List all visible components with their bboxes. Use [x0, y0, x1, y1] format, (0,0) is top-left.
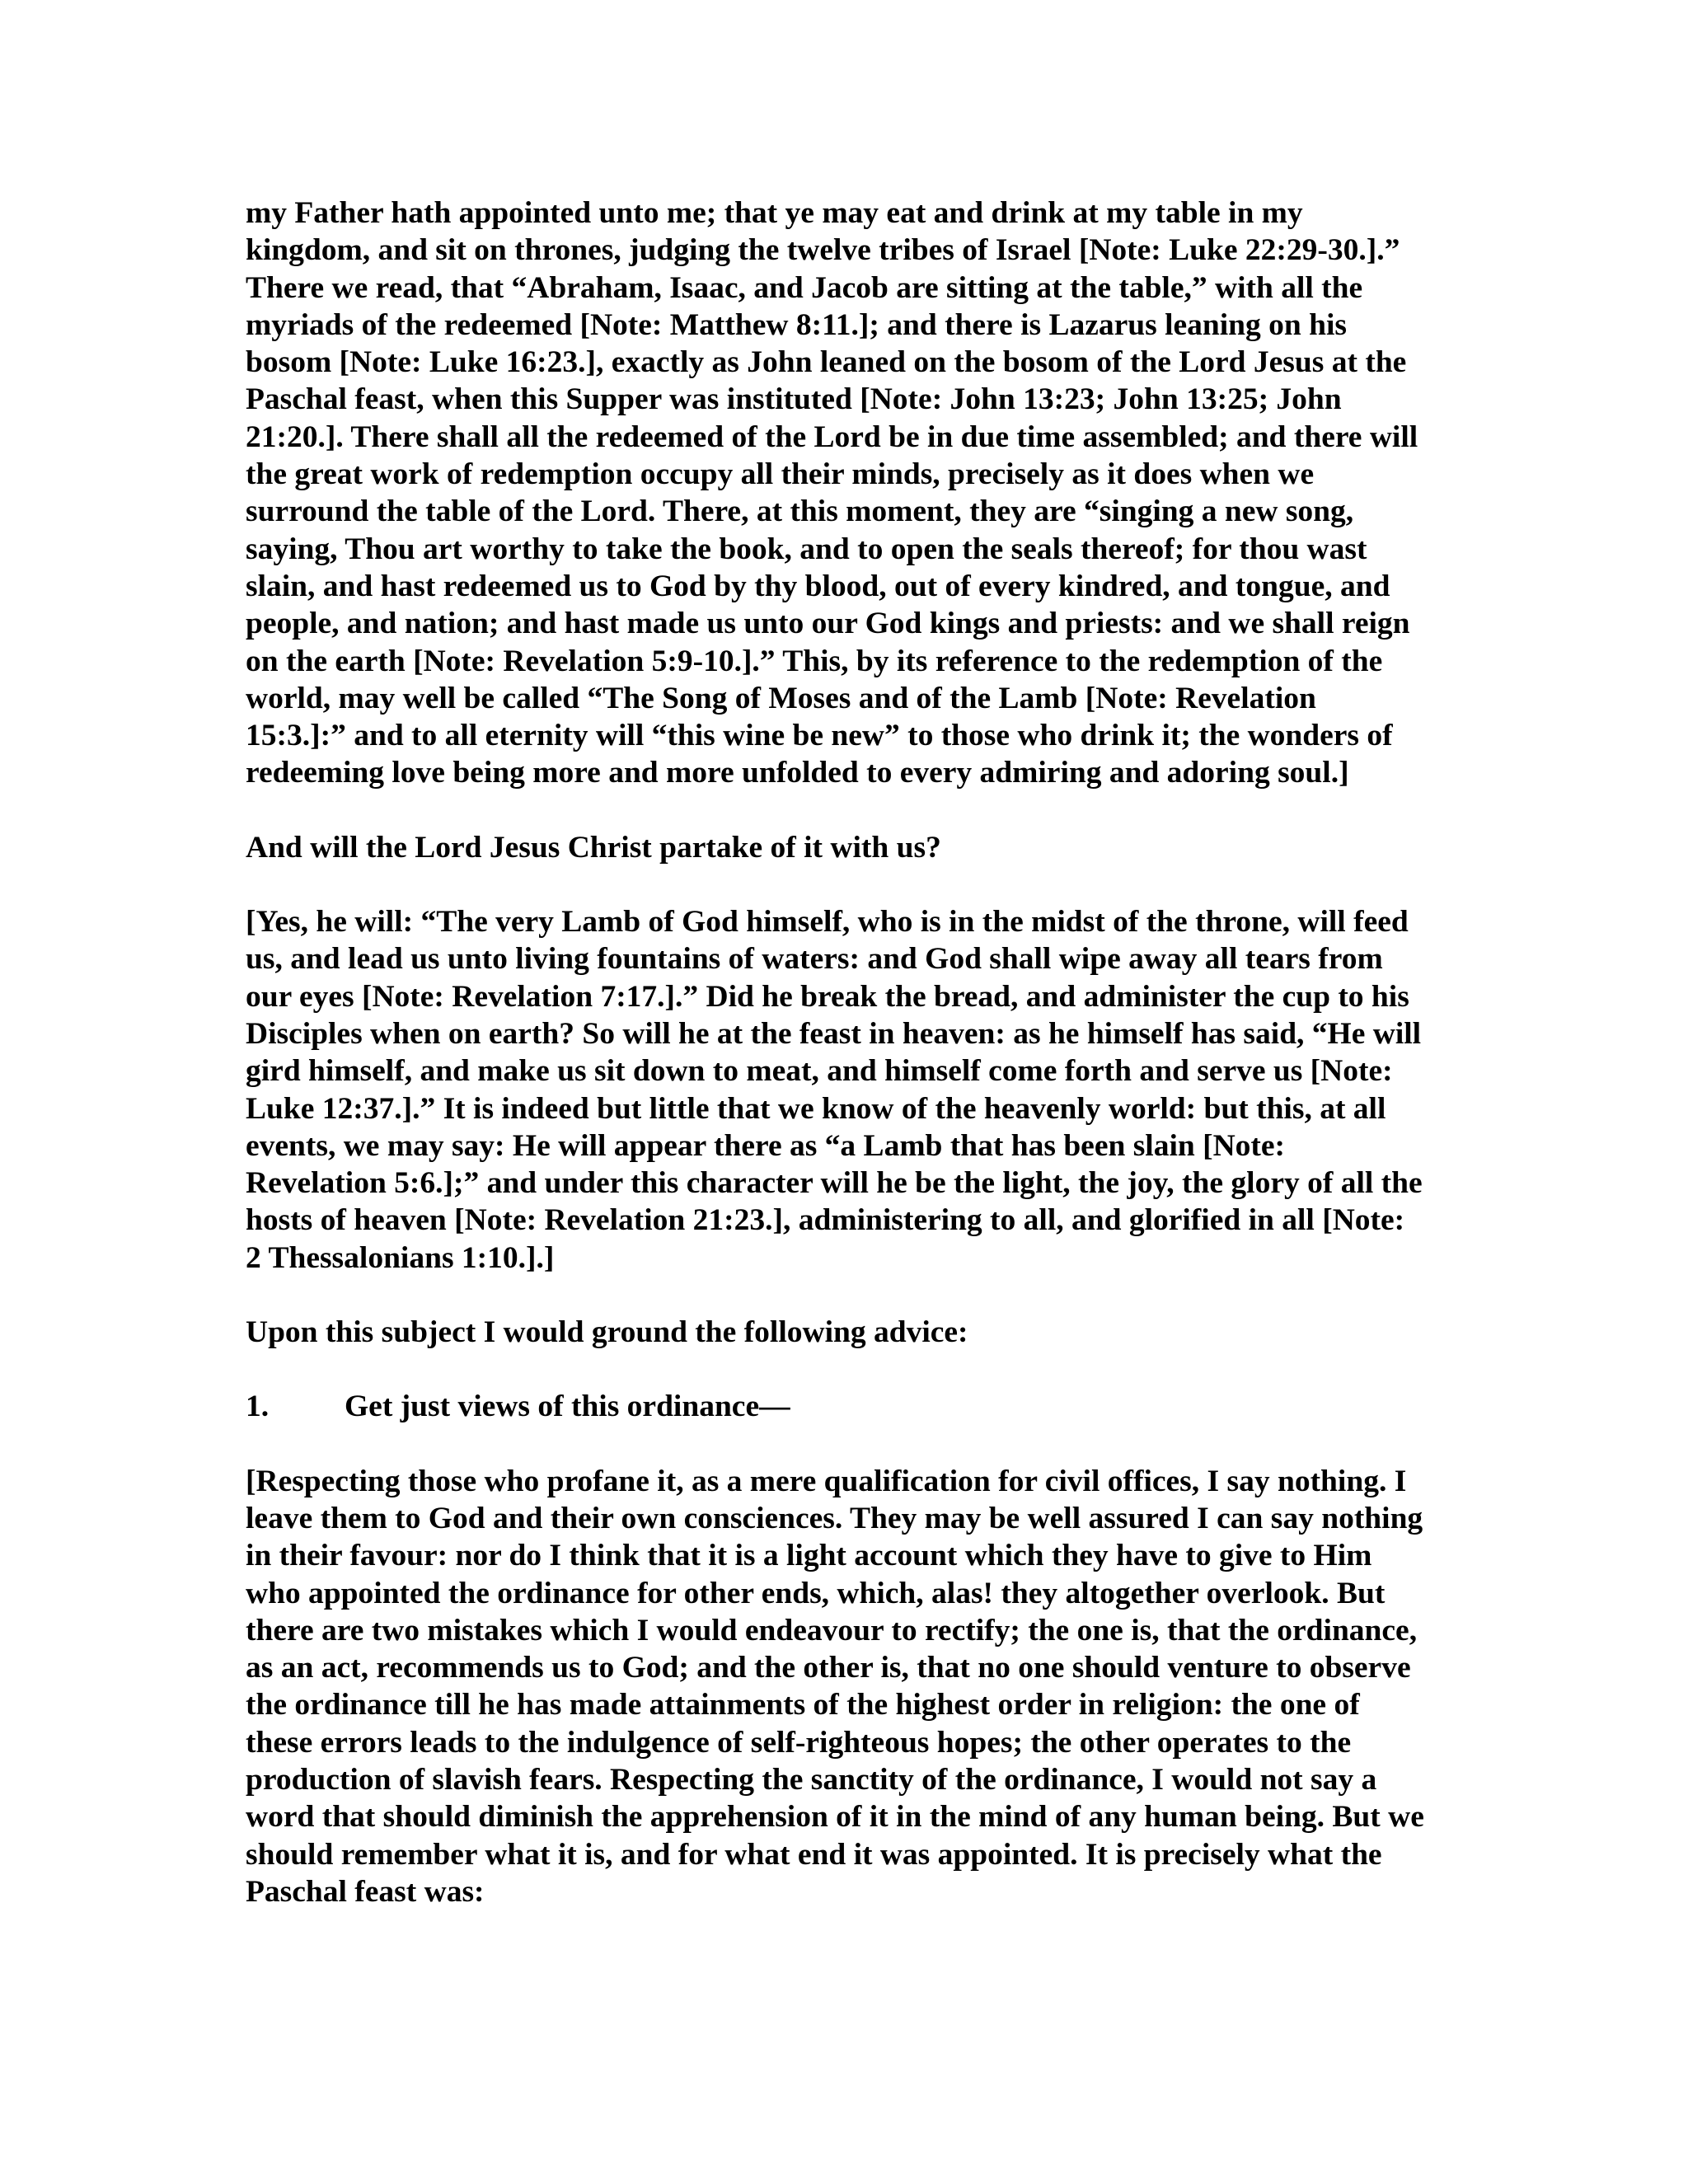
advice-intro: Upon this subject I would ground the following advice:: [246, 1315, 968, 1350]
item-number: 1.: [246, 1390, 270, 1424]
question-line: And will the Lord Jesus Christ partake of it with us?: [246, 830, 941, 865]
paragraph-lamb-of-god: [Yes, he will: “The very Lamb of God himself, who is in the midst of the throne, will feed us, and lead us unto living fountains of waters: and God shall wipe away all tears from our eyes [Note: Revelation 7:17.].” Did he break the bread, and administer the cup to his Disciples when on earth? So will he at the feast in heaven: as he himself has said, “He will gird himself, and make us sit down to meat, and himself come forth and serve us [Note: Luke 12:37.].” It is indeed but little that we know of the heavenly world: but this, at all events, we may say: He will appear there as “a Lamb that has been slain [Note: Revelation 5:6.];” and under this character will he be the light, the joy, the glory of all the hosts of heaven [Note: Revelation 21:23.], administering to all, and glorified in all [Note: 2 Thessalonians 1:10.].]: [246, 905, 1423, 1275]
numbered-item: [246, 1388, 1424, 1425]
paragraph-heavenly-feast: my Father hath appointed unto me; that ye may eat and drink at my table in my kingdom, and sit on thrones, judging the twelve tribes of Israel [Note: Luke 22:29-30.].” There we read, that “Abraham, Isaac, and Jacob are sitting at the table,” with all the myriads of the redeemed [Note: Matthew 8:11.]; and there is Lazarus leaning on his bosom [Note: Luke 16:23.], exactly as John leaned on the bosom of the Lord Jesus at the Paschal feast, when this Supper was instituted [Note: John 13:23; John 13:25; John 21:20.]. There shall all the redeemed of the Lord be in due time assembled; and there will the great work of redemption occupy all their minds, precisely as it does when we surround the table of the Lord. There, at this moment, they are “singing a new song, saying, Thou art worthy to take the book, and to open the seals thereof; for thou wast slain, and hast redeemed us to God by thy blood, out of every kindred, and tongue, and people, and nation; and hast made us unto our God kings and priests: and we shall reign on the earth [Note: Revelation 5:9-10.].” This, by its reference to the redemption of the world, may well be called “The Song of Moses and of the Lamb [Note: Revelation 15:3.]:” and to all eternity will “this wine be new” to those who drink it; the wonders of redeeming love being more and more unfolded to every admiring and adoring soul.]: [246, 196, 1418, 790]
document-page: [246, 194, 1424, 1947]
paragraph-ordinance: [Respecting those who profane it, as a mere qualification for civil offices, I say nothing. I leave them to God and their own consciences. They may be well assured I can say nothing in their favour: nor do I think that it is a light account which they have to give to Him who appointed the ordinance for other ends, which, alas! they altogether overlook. But there are two mistakes which I would endeavour to rectify; the one is, that the ordinance, as an act, recommends us to God; and the other is, that no one should venture to observe the ordinance till he has made attainments of the highest order in religion: the one of these errors leads to the indulgence of self-righteous hopes; the other operates to the production of slavish fears. Respecting the sanctity of the ordinance, I would not say a word that should diminish the apprehension of it in the mind of any human being. But we should remember what it is, and for what end it was appointed. It is precisely what the Paschal feast was:: [246, 1464, 1424, 1909]
item-text: Get just views of this ordinance—: [345, 1390, 790, 1424]
